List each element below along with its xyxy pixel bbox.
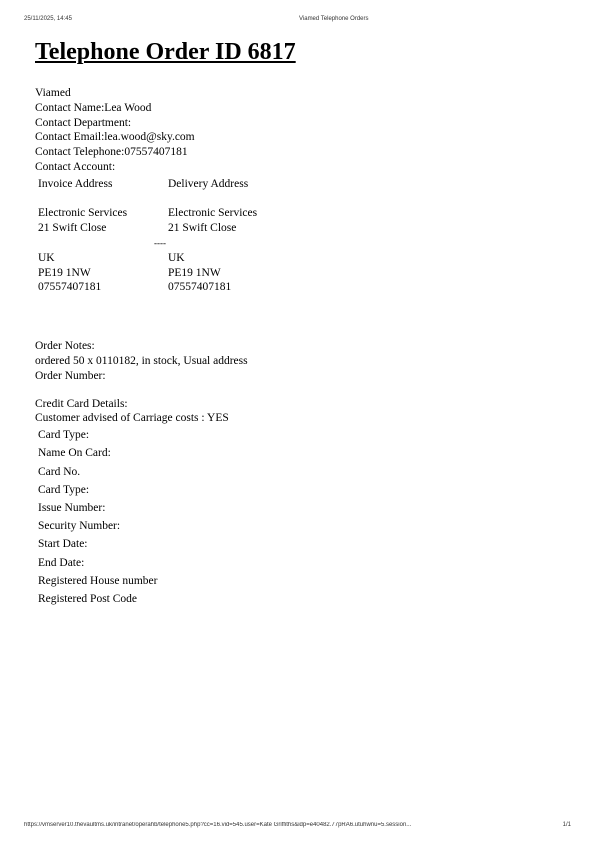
order-document (35, 38, 555, 608)
credit-card-fields (38, 426, 555, 608)
print-page-number: 1/1 (562, 822, 571, 828)
delivery-postcode: PE19 1NW (168, 266, 221, 279)
registered-post-code-field: Registered Post Code (38, 592, 138, 605)
card-type-field-2: Card Type: (38, 483, 90, 496)
delivery-line2: 21 Swift Close (168, 222, 237, 235)
contact-department: Contact Department: (35, 116, 132, 129)
security-number-field: Security Number: (38, 520, 121, 533)
order-number-label: Order Number: (35, 369, 106, 382)
order-notes-text: ordered 50 x 0110182, in stock, Usual address (35, 354, 248, 367)
invoice-line2: 21 Swift Close (38, 222, 107, 235)
contact-email: Contact Email:lea.wood@sky.com (35, 131, 195, 144)
invoice-postcode: PE19 1NW (38, 266, 91, 279)
order-notes-label: Order Notes: (35, 340, 95, 353)
credit-card-label: Credit Card Details: (35, 397, 128, 410)
address-table (36, 175, 257, 295)
contact-account: Contact Account: (35, 160, 116, 173)
invoice-country: UK (38, 251, 55, 264)
invoice-phone: 07557407181 (38, 281, 102, 294)
invoice-address-header: Invoice Address (38, 177, 113, 190)
print-url: https://vmserver10.thevaultms.uk/intranet/operahb/telephone5.php?cc=16.vid=545.user=Kate Griffiths&idp=e40482.77pRA6.utuhwnu=5.session... (24, 822, 412, 828)
end-date-field: End Date: (38, 556, 85, 569)
print-page-title: Viamed Telephone Orders (299, 16, 369, 22)
carriage-notice: Customer advised of Carriage costs : YES (35, 412, 229, 425)
delivery-address-header: Delivery Address (168, 177, 249, 190)
card-number-field: Card No. (38, 465, 81, 478)
issue-number-field: Issue Number: (38, 501, 106, 514)
page-title: Telephone Order ID 6817 (35, 39, 296, 65)
registered-house-number-field: Registered House number (38, 574, 158, 587)
card-type-field: Card Type: (38, 429, 90, 442)
delivery-phone: 07557407181 (168, 281, 232, 294)
start-date-field: Start Date: (38, 538, 88, 551)
print-datetime: 25/11/2025, 14:45 (24, 16, 72, 22)
delivery-line1: Electronic Services (168, 207, 258, 220)
name-on-card-field: Name On Card: (38, 447, 111, 460)
contact-name: Contact Name:Lea Wood (35, 101, 152, 114)
invoice-line1: Electronic Services (38, 207, 128, 220)
address-separator: ---- (154, 237, 166, 248)
delivery-country: UK (168, 251, 185, 264)
company-name: Viamed (35, 87, 71, 99)
contact-telephone: Contact Telephone:07557407181 (35, 146, 188, 159)
